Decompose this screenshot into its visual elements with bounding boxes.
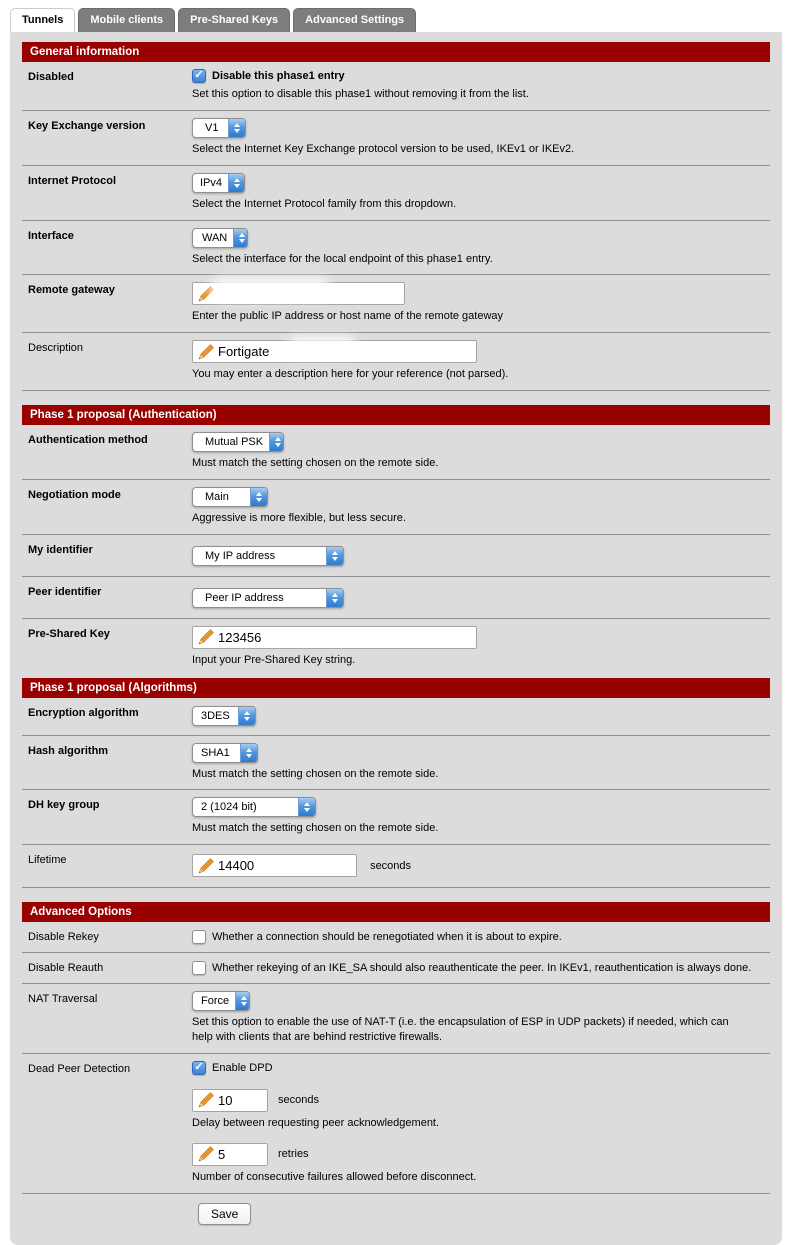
select-value: Main: [205, 490, 229, 503]
field-label-encryption-algorithm: Encryption algorithm: [28, 706, 139, 719]
form-content: [10, 32, 782, 1245]
select-stepper-icon: [235, 992, 250, 1010]
select-value: Peer IP address: [205, 591, 284, 604]
tab-advanced-settings[interactable]: Advanced Settings: [293, 8, 416, 32]
field-label-dh-key-group: DH key group: [28, 799, 100, 812]
field-label-hash-algorithm: Hash algorithm: [28, 744, 109, 757]
enable-dpd-checkbox-label: Enable DPD: [212, 1061, 273, 1074]
field-label-disable-reauth: Disable Reauth: [28, 962, 104, 975]
disable-phase1-checkbox-label: Disable this phase1 entry: [212, 70, 345, 82]
section-header-advanced-options: Advanced Options: [22, 902, 770, 922]
field-label-disable-rekey: Disable Rekey: [28, 931, 99, 944]
hint-pre-shared-key: Input your Pre-Shared Key string.: [192, 653, 356, 666]
row-disable-rekey: [22, 922, 770, 953]
row-dead-peer-detection: [22, 1054, 770, 1194]
pencil-icon: [198, 286, 214, 302]
disable-rekey-checkbox[interactable]: [192, 930, 206, 944]
dh-key-group-select[interactable]: [192, 797, 316, 817]
hint-hash-algorithm: Must match the setting chosen on the remote side.: [192, 767, 439, 780]
my-identifier-select[interactable]: [192, 546, 344, 566]
hint-description: You may enter a description here for your reference (not parsed).: [192, 368, 509, 381]
field-label-lifetime: Lifetime: [28, 854, 67, 867]
section-header-phase1-algorithms: Phase 1 proposal (Algorithms): [22, 678, 770, 698]
row-remote-gateway: [22, 275, 770, 333]
authentication-method-select[interactable]: [192, 432, 284, 452]
pre-shared-key-value: 123456: [218, 629, 262, 645]
row-negotiation-mode: [22, 480, 770, 535]
field-label-interface: Interface: [28, 229, 74, 242]
tab-tunnels[interactable]: Tunnels: [10, 8, 75, 32]
dpd-delay-input[interactable]: [192, 1089, 268, 1112]
row-key-exchange-version: [22, 111, 770, 166]
select-value: V1: [205, 121, 219, 134]
internet-protocol-select[interactable]: [192, 173, 245, 193]
field-label-internet-protocol: Internet Protocol: [28, 174, 117, 187]
remote-gateway-input[interactable]: [192, 282, 405, 305]
disable-reauth-description: Whether rekeying of an IKE_SA should also reauthenticate the peer. In IKEv1, reauthentication is always done.: [212, 962, 752, 975]
field-label-description: Description: [28, 342, 84, 355]
pencil-icon: [198, 344, 214, 360]
field-label-dead-peer-detection: Dead Peer Detection: [28, 1062, 131, 1075]
section-header-general-information: General information: [22, 42, 770, 62]
hint-authentication-method: Must match the setting chosen on the remote side.: [192, 457, 439, 470]
select-value: My IP address: [205, 549, 276, 562]
select-stepper-icon: [269, 433, 284, 451]
tab-mobile-clients[interactable]: Mobile clients: [78, 8, 175, 32]
row-disable-reauth: [22, 953, 770, 984]
field-label-remote-gateway: Remote gateway: [28, 284, 115, 297]
description-input[interactable]: [192, 340, 477, 363]
key-exchange-select[interactable]: [192, 118, 246, 138]
enable-dpd-checkbox[interactable]: [192, 1061, 206, 1075]
pencil-icon: [198, 1146, 214, 1162]
disable-rekey-description: Whether a connection should be renegotiated when it is about to expire.: [212, 931, 562, 944]
row-pre-shared-key: [22, 619, 770, 676]
select-stepper-icon: [233, 229, 248, 247]
select-value: WAN: [202, 231, 228, 244]
row-hash-algorithm: [22, 736, 770, 791]
dpd-retries-value: 5: [218, 1146, 226, 1162]
disable-phase1-checkbox[interactable]: [192, 69, 206, 83]
tab-pre-shared-keys[interactable]: Pre-Shared Keys: [178, 8, 290, 32]
hint-negotiation-mode: Aggressive is more flexible, but less secure.: [192, 511, 406, 524]
row-internet-protocol: [22, 166, 770, 221]
check-icon: ✓: [194, 1060, 204, 1073]
field-label-pre-shared-key: Pre-Shared Key: [28, 627, 110, 640]
hint-key-exchange: Select the Internet Key Exchange protocol version to be used, IKEv1 or IKEv2.: [192, 142, 575, 155]
pencil-icon: [198, 629, 214, 645]
dpd-delay-unit-label: seconds: [278, 1094, 319, 1107]
hint-dh-key-group: Must match the setting chosen on the remote side.: [192, 822, 439, 835]
hash-algorithm-select[interactable]: [192, 743, 258, 763]
select-stepper-icon: [228, 119, 245, 137]
row-peer-identifier: [22, 577, 770, 619]
lifetime-unit-label: seconds: [370, 859, 412, 872]
hint-remote-gateway: Enter the public IP address or host name of the remote gateway: [192, 310, 504, 323]
save-button[interactable]: Save: [198, 1203, 251, 1225]
encryption-algorithm-select[interactable]: [192, 706, 256, 726]
field-label-peer-identifier: Peer identifier: [28, 585, 102, 598]
interface-select[interactable]: [192, 228, 248, 248]
dpd-retries-input[interactable]: [192, 1143, 268, 1166]
select-stepper-icon: [240, 744, 257, 762]
select-value: 2 (1024 bit): [201, 801, 257, 814]
pencil-icon: [198, 1092, 214, 1108]
select-value: Mutual PSK: [205, 436, 264, 449]
select-stepper-icon: [228, 174, 245, 192]
row-nat-traversal: [22, 984, 770, 1054]
select-value: IPv4: [200, 176, 223, 189]
select-stepper-icon: [326, 589, 343, 607]
tab-bar: [0, 0, 792, 32]
description-value: Fortigate: [218, 344, 270, 360]
lifetime-value: 14400: [218, 858, 255, 874]
hint-disabled: Set this option to disable this phase1 without removing it from the list.: [192, 88, 529, 100]
row-my-identifier: [22, 535, 770, 577]
row-lifetime: [22, 845, 770, 888]
peer-identifier-select[interactable]: [192, 588, 344, 608]
dpd-retries-unit-label: retries: [278, 1148, 309, 1161]
select-stepper-icon: [250, 488, 267, 506]
negotiation-mode-select[interactable]: [192, 487, 268, 507]
hint-internet-protocol: Select the Internet Protocol family from this dropdown.: [192, 197, 457, 210]
nat-traversal-select[interactable]: [192, 991, 250, 1011]
field-label-negotiation-mode: Negotiation mode: [28, 488, 121, 501]
save-row: [22, 1194, 770, 1229]
hint-interface: Select the interface for the local endpoint of this phase1 entry.: [192, 252, 493, 265]
section-header-phase1-authentication: Phase 1 proposal (Authentication): [22, 405, 770, 425]
row-interface: [22, 221, 770, 276]
select-value: Force: [201, 995, 230, 1008]
disable-reauth-checkbox[interactable]: [192, 961, 206, 975]
hint-dpd-delay: Delay between requesting peer acknowledgement.: [192, 1116, 440, 1129]
select-stepper-icon: [326, 547, 343, 565]
select-value: SHA1: [201, 746, 230, 759]
field-label-authentication-method: Authentication method: [28, 434, 148, 447]
check-icon: ✓: [194, 69, 204, 81]
field-label-nat-traversal: NAT Traversal: [28, 993, 98, 1006]
hint-nat-traversal: Set this option to enable the use of NAT-T (i.e. the encapsulation of ESP in UDP packets) if needed, which can help with clients that are behind restrictive firewalls.: [192, 1016, 729, 1044]
row-description: [22, 333, 770, 391]
row-encryption-algorithm: [22, 698, 770, 736]
pencil-icon: [198, 858, 214, 874]
select-value: 3DES: [201, 709, 230, 722]
hint-dpd-retries: Number of consecutive failures allowed before disconnect.: [192, 1170, 477, 1183]
dpd-delay-value: 10: [218, 1092, 233, 1108]
field-label-disabled: Disabled: [28, 71, 74, 83]
select-stepper-icon: [238, 707, 255, 725]
field-label-my-identifier: My identifier: [28, 543, 93, 556]
row-disabled: [22, 62, 770, 111]
field-label-key-exchange: Key Exchange version: [28, 119, 146, 132]
select-stepper-icon: [298, 798, 315, 816]
pre-shared-key-input[interactable]: [192, 626, 477, 649]
row-authentication-method: [22, 425, 770, 480]
lifetime-input[interactable]: [192, 854, 357, 877]
row-dh-key-group: [22, 790, 770, 845]
